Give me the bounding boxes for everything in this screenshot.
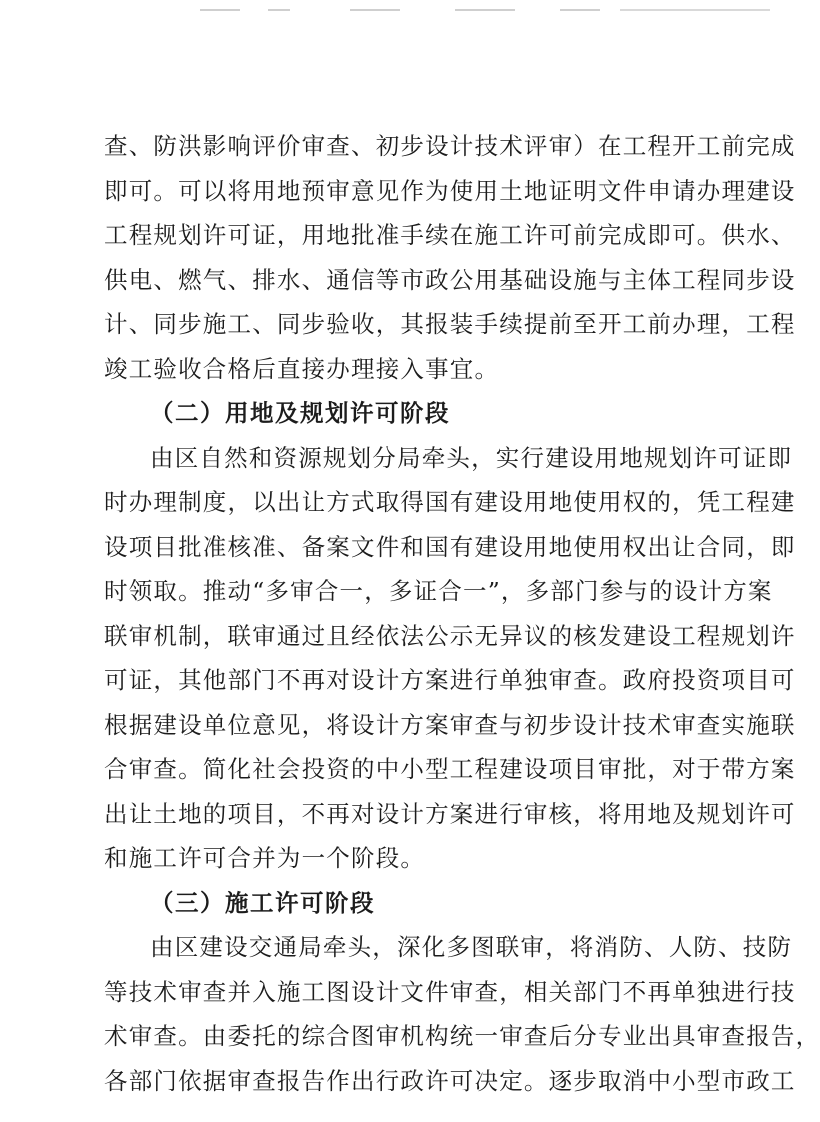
paragraph-line: 由区建设交通局牵头，深化多图联审，将消防、人防、技防 (150, 933, 793, 961)
paragraph-line: 计、同步施工、同步验收，其报装手续提前至开工前办理，工程 (104, 310, 796, 338)
paragraph-line: 出让土地的项目，不再对设计方案进行审核，将用地及规划许可 (104, 799, 796, 828)
paragraph-line: 和施工许可合并为一个阶段。 (104, 844, 426, 872)
scan-artifact-top (0, 0, 793, 22)
section-heading: （二）用地及规划许可阶段 (150, 399, 450, 427)
paragraph-line: 术审查。由委托的综合图审机构统一审查后分专业出具审查报告， (104, 1022, 820, 1050)
paragraph-line: 工程规划许可证，用地批准手续在施工许可前完成即可。供水、 (104, 221, 796, 249)
paragraph-line: 即可。可以将用地预审意见作为使用土地证明文件申请办理建设 (104, 176, 796, 205)
paragraph-line: 根据建设单位意见，将设计方案审查与初步设计技术审查实施联 (104, 710, 796, 739)
paragraph-line: 时领取。推动“多审合一，多证合一”，多部门参与的设计方案 (104, 577, 773, 605)
paragraph-line: 由区自然和资源规划分局牵头，实行建设用地规划许可证即 (150, 443, 793, 472)
paragraph-line: 可证，其他部门不再对设计方案进行单独审查。政府投资项目可 (104, 666, 796, 694)
paragraph-line: 设项目批准核准、备案文件和国有建设用地使用权出让合同，即 (104, 532, 796, 561)
paragraph-line: 查、防洪影响评价审查、初步设计技术评审）在工程开工前完成 (104, 132, 796, 160)
section-3 (104, 881, 820, 1104)
paragraph-line: 竣工验收合格后直接办理接入事宜。 (104, 354, 500, 383)
paragraph-line: 各部门依据审查报告作出行政许可决定。逐步取消中小型市政工 (104, 1066, 796, 1095)
paragraph-line: 时办理制度，以出让方式取得国有建设用地使用权的，凭工程建 (104, 488, 796, 516)
document-page (104, 124, 820, 1103)
section-1 (104, 124, 796, 391)
paragraph-line: 联审机制，联审通过且经依法公示无异议的核发建设工程规划许 (104, 621, 796, 650)
section-2 (104, 391, 796, 881)
paragraph-line: 合审查。简化社会投资的中小型工程建设项目审批，对于带方案 (104, 755, 796, 783)
section-heading: （三）施工许可阶段 (150, 888, 375, 917)
paragraph-line: 供电、燃气、排水、通信等市政公用基础设施与主体工程同步设 (104, 265, 796, 294)
paragraph-line: 等技术审查并入施工图设计文件审查，相关部门不再单独进行技 (104, 977, 796, 1006)
